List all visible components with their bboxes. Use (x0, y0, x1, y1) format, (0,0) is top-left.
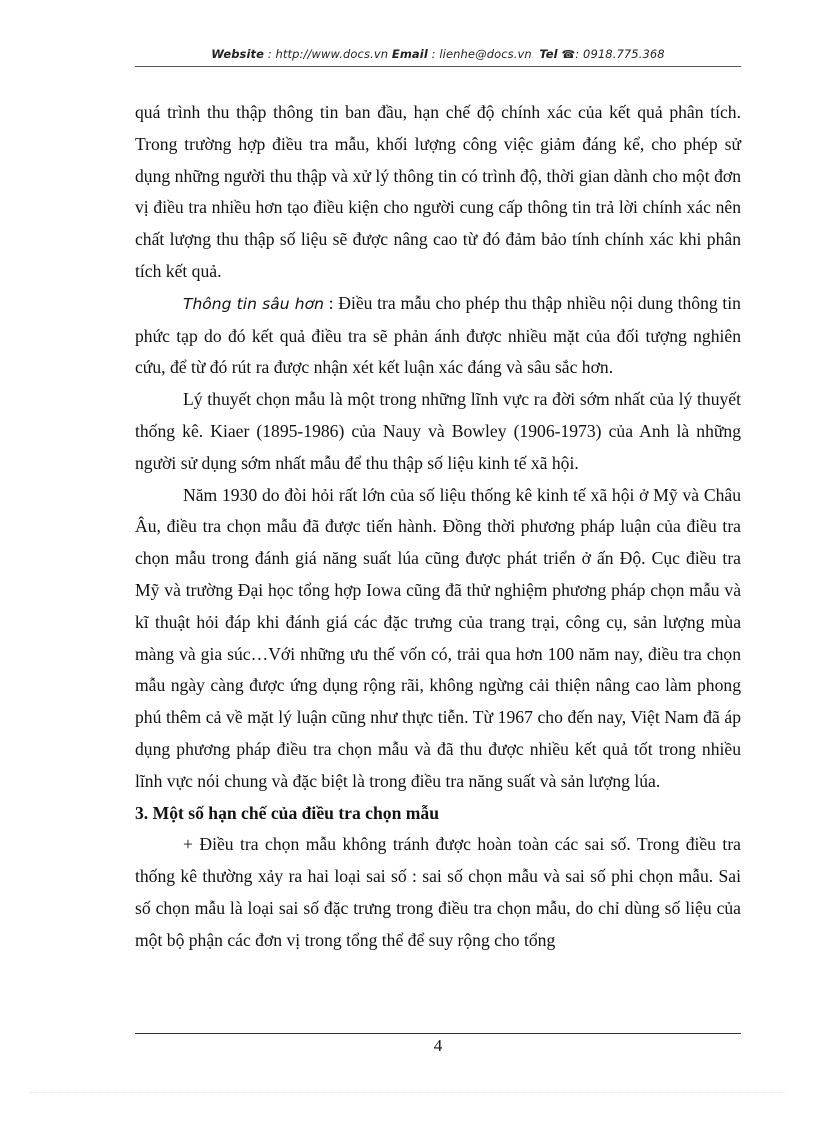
paragraph-2 (135, 288, 741, 384)
email-label: Email (391, 47, 428, 61)
website-url[interactable]: http://www.docs.vn (275, 47, 389, 61)
section-heading-3: 3. Một số hạn chế của điều tra chọn mẫu (135, 802, 439, 823)
website-separator: : (264, 47, 276, 61)
tel-value: : 0918.775.368 (575, 47, 665, 61)
page-header (135, 47, 741, 61)
page-number: 4 (433, 1036, 443, 1055)
paragraph-5: + Điều tra chọn mẫu không tránh được hoàn toàn các sai số. Trong điều tra thống kê thường xảy ra hai loại sai số : sai số chọn mẫu và sai số phi chọn mẫu. Sai số chọn mẫu là loại sai số đặc trưng trong điều tra chọn mẫu, do chỉ dùng số liệu của một bộ phận các đơn vị trong tổng thể để suy rộng cho tổng (135, 834, 741, 950)
page-bottom-dotted-line (30, 1092, 786, 1093)
paragraph-2-lead: Thông tin sâu hơn (183, 294, 324, 313)
email-value[interactable]: lienhe@docs.vn (439, 47, 532, 61)
phone-icon: ☎ (561, 48, 576, 61)
paragraph-3: Lý thuyết chọn mẫu là một trong những lĩnh vực ra đời sớm nhất của lý thuyết thống kê. Kiaer (1895-1986) của Nauy và Bowley (1906-1973) của Anh là những người sử dụng sớm nhất mẫu để thu thập số liệu kinh tế xã hội. (135, 389, 741, 473)
paragraph-2-text: : Điều tra mẫu cho phép thu thập nhiều nội dung thông tin phức tạp do đó kết quả điều tra sẽ phản ánh được nhiều mặt của đối tượng nghiên cứu, để từ đó rút ra được nhận xét kết luận xác đáng và sâu sắc hơn. (135, 292, 741, 378)
email-separator: : (427, 47, 440, 61)
website-label: Website (211, 47, 265, 61)
paragraph-4: Năm 1930 do đòi hỏi rất lớn của số liệu thống kê kinh tế xã hội ở Mỹ và Châu Âu, điều tra chọn mẫu đã được tiến hành. Đồng thời phương pháp luận của điều tra chọn mẫu trong đánh giá năng suất lúa cũng được phát triển ở ấn Độ. Cục điều tra Mỹ và trường Đại học tổng hợp Iowa cũng đã thử nghiệm phương pháp chọn mẫu và kĩ thuật hỏi đáp khi đánh giá các đặc trưng của trang trại, công cụ, sản lượng mùa màng và gia súc…Với những ưu thế vốn có, trải qua hơn 100 năm nay, điều tra chọn mẫu ngày càng được ứng dụng rộng rãi, không ngừng cải thiện nâng cao làm phong phú thêm cả về mặt lý luận cũng như thực tiễn. Từ 1967 cho đến nay, Việt Nam đã áp dụng phương pháp điều tra chọn mẫu và đã thu được nhiều kết quả tốt trong nhiều lĩnh vực nói chung và đặc biệt là trong điều tra năng suất và sản lượng lúa. (135, 484, 741, 791)
footer-divider (135, 1033, 741, 1034)
tel-label: Tel (539, 47, 558, 61)
document-body (135, 97, 741, 957)
header-divider (135, 66, 741, 67)
paragraph-1: quá trình thu thập thông tin ban đầu, hạn chế độ chính xác của kết quả phân tích. Trong trường hợp điều tra mẫu, khối lượng công việc giảm đáng kể, cho phép sử dụng những người thu thập và xử lý thông tin có trình độ, thời gian dành cho một đơn vị điều tra nhiều hơn tạo điều kiện cho người cung cấp thông tin trả lời chính xác nên chất lượng thu thập số liệu sẽ được nâng cao từ đó đảm bảo tính chính xác khi phân tích kết quả. (135, 102, 741, 281)
